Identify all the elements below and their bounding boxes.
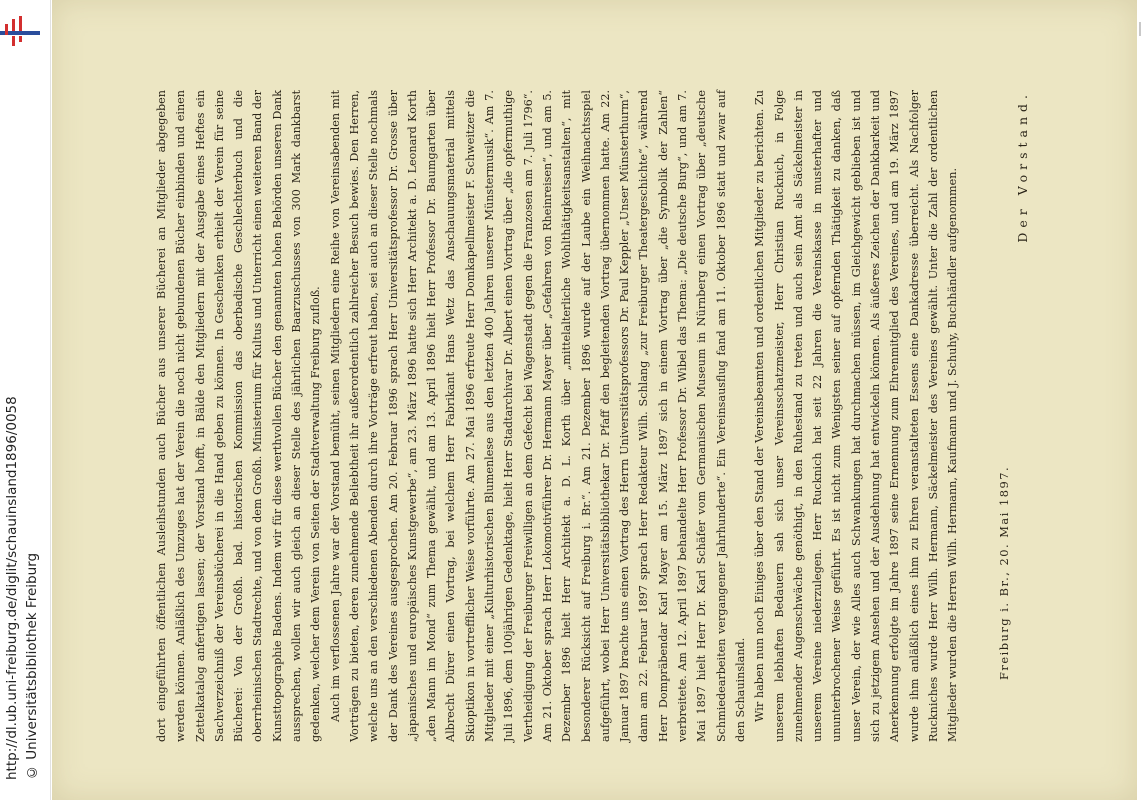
source-info bbox=[2, 0, 44, 800]
document-body bbox=[152, 90, 962, 742]
scanned-page bbox=[52, 0, 1137, 800]
fold-mark-icon bbox=[1137, 22, 1143, 36]
right-margin bbox=[1137, 0, 1143, 800]
paragraph-members: Wir haben nun noch Einiges über den Stand der Vereinsbeamten und ordentlichen Mitglieder zu berichten. Zu unserem lebhaften Bedauern sah sich unser Vereinsschatzmeister, Herr Christian Rucknich, in Folge zunehmender Augenschwäche genöthigt, in den Ruhestand zu treten und auch sein Amt als Säckelmeister in unserem Vereine niederzulegen. Herr Rucknich hat seit 22 Jahren die Vereinskasse in musterhafter und ununterbrochener Weise geführt. Es ist nicht zum Wenigsten seiner auf opfernden Thätigkeit zu danken, daß unser Verein, der wie Alles auch Schwankungen hat durchmachen müssen, im Gleichgewicht geblieben ist und sich zu jetzigem Ansehen und der Ausdehnung hat entwickeln können. Als äußeres Zeichen der Dankbarkeit und Anerkennung erfolgte im Jahre 1897 seine Ernennung zum Ehrenmitglied des Vereines, und am 19. März 1897 wurde ihm anläßlich eines ihm zu Ehren veranstalteten Essens eine Dankadresse überreicht. Als Nachfolger Ruckniches wurde Herr Wilh. Hermann, Säckelmeister des Vereines gewählt. Unter die Zahl der ordentlichen Mitglieder wurden die Herren Wilh. Hermann, Kaufmann und J. Schuhy, Buchhändler aufgenommen. bbox=[753, 90, 960, 742]
paragraph-lectures: Auch im verflossenen Jahre war der Vorstand bemüht, seinen Mitgliedern eine Reihe von Vereinsabenden mit Vorträgen zu bieten, deren zunehmende Beliebtheit ihr außerordentlich zahlreicher Besuch bewies. Den Herren, welche uns an den verschiedenen Abenden durch ihre Vorträge erfreut haben, sei auch an dieser Stelle nochmals der Dank des Vereines ausgesprochen. Am 20. Februar 1896 sprach Herr Universitätsprofessor Dr. Grosse über „japanisches und europäisches Kunstgewerbe“, am 23. März 1896 hatte sich Herr Architekt a. D. Leonard Korth „den Mann im Mond“ zum Thema gewählt, und am 13. April 1896 hielt Herr Professor Dr. Baumgarten über Albrecht Dürer einen Vortrag, bei welchem Herr Fabrikant Hans Wetz das Anschauungsmaterial mittels Skioptikon in vortrefflicher Weise vorführte. Am 27. Mai 1896 erfreute Herr Domkapellmeister F. Schweitzer die Mitglieder mit einer „Kulturhistorischen Blumenlese aus den letzten 400 Jahren unserer Münstermusik“. Am 7. Juli 1896, dem 100jährigen Gedenktage, hielt Herr Stadtarchivar Dr. Albert einen Vortrag über „die opfermuthige Vertheidigung der Freiburger Freiwilligen an dem Gefecht bei Wagenstadt gegen die Franzosen am 7. Juli 1796“. Am 21. Oktober sprach Herr Lokomotivführer Dr. Hermann Mayer über „Gefahren von Rheinreisen“, und am 5. Dezember 1896 hielt Herr Architekt a. D. L. Korth über „mittelalterliche Wohlthätigkeitsanstalten“, mit besonderer Rücksicht auf Freiburg i. Br.“. Am 21. Dezember 1896 wurde auf der Laube ein Weihnachtsspiel aufgeführt, wobei Herr Universitätsbibliothekar Dr. Pfaff den begleitenden Vortrag übernommen hatte. Am 22. Januar 1897 brachte uns einen Vortrag des Herrn Universitätsprofessors Dr. Paul Keppler „Unser Münsterthurm“, dann am 22. Februar 1897 sprach Herr Redakteur Wilh. Schlang „zur Freiburger Theatergeschichte“, während Herr Dompräbendar Karl Mayer am 15. März 1897 sich in einem Vortrag über „die Symbolik der Zahlen“ verbreitete. Am 12. April 1897 behandelte Herr Professor Dr. Wibel das Thema: „Die deutsche Burg“, und am 7. Mai 1897 hielt Herr Dr. Karl Schäfer vom Germanischen Museum in Nürnberg einen Vortrag über „deutsche Schmiedearbeiten vergangener Jahrhunderte“. Ein Vereinsausflug fand am 11. Oktober 1896 statt und zwar auf den Schauinsland. bbox=[328, 90, 747, 742]
signature: Der Vorstand. bbox=[1015, 90, 1030, 243]
viewer-sidebar bbox=[0, 0, 51, 800]
place-date: Freiburg i. Br., 20. Mai 1897. bbox=[997, 465, 1011, 680]
page-content-rotated bbox=[52, 0, 1137, 800]
closing-block bbox=[997, 90, 1037, 680]
copyright-notice: © Universitätsbibliothek Freiburg bbox=[24, 552, 40, 780]
paragraph-library: dort eingeführten öffentlichen Ausleihstunden auch Bücher aus unserer Bücherei an Mitglieder abgegeben werden können. Anläßlich des Umzuges hat der Verein die noch nicht gebundenen Bücher einbinden und einen Zettelkatalog anfertigen lassen; der Vorstand hofft, in Bälde den Mitgliedern mit der Ausgabe eines Heftes ein Sachverzeichniß der Vereinsbücherei in die Hand geben zu können. In Geschenken erhielt der Verein für seine Bücherei: Von der Großh. bad. historischen Kommission das oberbadische Geschlechterbuch und die oberrheinischen Stadtrechte, und von dem Großh. Ministerium für Kultus und Unterricht einen weiteren Band der Kunsttopographie Badens. Indem wir für diese werthvollen Bücher den genannten hohen Behörden unseren Dank aussprechen, wollen wir auch gleich an dieser Stelle des jährlichen Baarzuschusses von 300 Mark dankbarst gedenken, welcher dem Verein von Seiten der Stadtverwaltung Freiburg zufloß. bbox=[155, 90, 323, 742]
source-url[interactable]: http://dl.ub.uni-freiburg.de/diglit/schauinsland1896/0058 bbox=[4, 396, 20, 780]
